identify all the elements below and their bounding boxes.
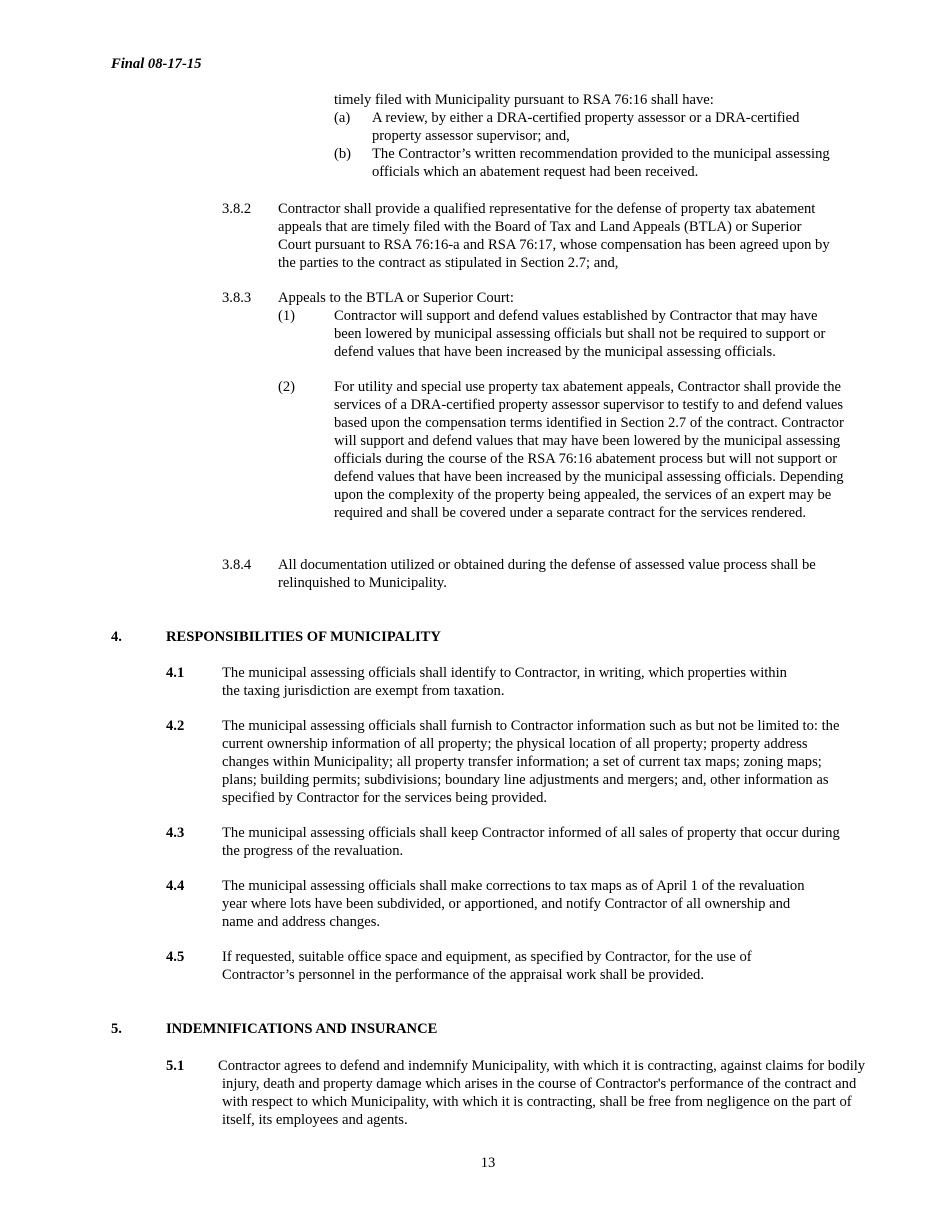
section-4-4-text: The municipal assessing officials shall make corrections to tax maps as of April 1 of the revaluation year where lots have been subdivided, or apportioned, and notify Contractor of all ownership and name and address changes.	[222, 878, 805, 930]
section-3-8-4-number: 3.8.4	[222, 557, 252, 573]
item-b-line1: The Contractor’s written recommendation provided to the municipal assessing	[372, 146, 830, 162]
section-3-8-3-item-1-marker: (1)	[278, 308, 296, 324]
section-5-1-number: 5.1	[166, 1058, 185, 1074]
section-4-1-text: The municipal assessing officials shall identify to Contractor, in writing, which properties within the taxing jurisdiction are exempt from taxation.	[222, 665, 787, 699]
section-4-3-number: 4.3	[166, 825, 185, 841]
section-4-1-number: 4.1	[166, 665, 185, 681]
section-3-8-2-text: Contractor shall provide a qualified representative for the defense of property tax abatement appeals that are timely filed with the Board of Tax and Land Appeals (BTLA) or Superior Court pursuant to RSA 76:16-a and RSA 76:17, whose compensation has been agreed upon by the parties to the contract as stipulated in Section 2.7; and,	[278, 201, 830, 271]
section-4-3-text: The municipal assessing officials shall keep Contractor informed of all sales of property that occur during the progress of the revaluation.	[222, 825, 840, 859]
item-a-line1: A review, by either a DRA-certified property assessor or a DRA-certified	[372, 110, 800, 126]
item-b-marker: (b)	[334, 146, 352, 162]
document-header-date: Final 08-17-15	[111, 56, 202, 72]
item-a-line2: property assessor supervisor; and,	[372, 128, 570, 144]
item-b-line2: officials which an abatement request had been received.	[372, 164, 699, 180]
section-3-8-3-number: 3.8.3	[222, 290, 252, 306]
item-a-marker: (a)	[334, 110, 351, 126]
section-4-5-text: If requested, suitable office space and equipment, as specified by Contractor, for the use of Contractor’s personnel in the performance of the appraisal work shall be provided.	[222, 949, 752, 983]
section-4-title: RESPONSIBILITIES OF MUNICIPALITY	[166, 629, 441, 645]
section-4-5-number: 4.5	[166, 949, 185, 965]
section-4-number: 4.	[111, 629, 122, 645]
section-3-8-3-text: Appeals to the BTLA or Superior Court:	[278, 290, 514, 306]
section-4-2-text: The municipal assessing officials shall furnish to Contractor information such as but not be limited to: the current ownership information of all property; the physical location of all property; property address changes within Municipality; all property transfer information; a set of current tax maps; zoning maps; plans; building permits; subdivisions; boundary line adjustments and mergers; and, other information as specified by Contractor for the services being provided.	[222, 718, 840, 806]
section-3-8-4-text: All documentation utilized or obtained during the defense of assessed value process shall be relinquished to Municipality.	[278, 557, 816, 591]
continuation-intro: timely filed with Municipality pursuant to RSA 76:16 shall have:	[334, 92, 714, 108]
section-5-title: INDEMNIFICATIONS AND INSURANCE	[166, 1021, 438, 1037]
section-3-8-3-item-2-marker: (2)	[278, 379, 296, 395]
section-3-8-3-item-2-text: For utility and special use property tax abatement appeals, Contractor shall provide the services of a DRA-certified property assessor supervisor to testify to and defend values based upon the compensation terms identified in Section 2.7 of the contract. Contractor will support and defend values that may have been lowered by the municipal assessing officials during the course of the RSA 76:16 abatement process but will not support or defend values that have been increased by the municipal assessing officials. Depending upon the complexity of the property being appealed, the services of an expert may be required and shall be covered under a separate contract for the services rendered.	[334, 379, 844, 521]
section-4-4-number: 4.4	[166, 878, 185, 894]
page-number: 13	[480, 1155, 496, 1171]
section-3-8-2-number: 3.8.2	[222, 201, 252, 217]
section-5-1-text: Contractor agrees to defend and indemnify Municipality, with which it is contracting, against claims for bodily injury, death and property damage which arises in the course of Contractor's performance of the contract and with respect to which Municipality, with which it is contracting, shall be free from negligence on the part of itself, its employees and agents.	[218, 1058, 866, 1128]
section-3-8-3-item-1-text: Contractor will support and defend values established by Contractor that may have been lowered by municipal assessing officials but shall not be required to support or defend values that have been increased by the municipal assessing officials.	[334, 308, 826, 360]
section-5-number: 5.	[111, 1021, 122, 1037]
section-4-2-number: 4.2	[166, 718, 185, 734]
